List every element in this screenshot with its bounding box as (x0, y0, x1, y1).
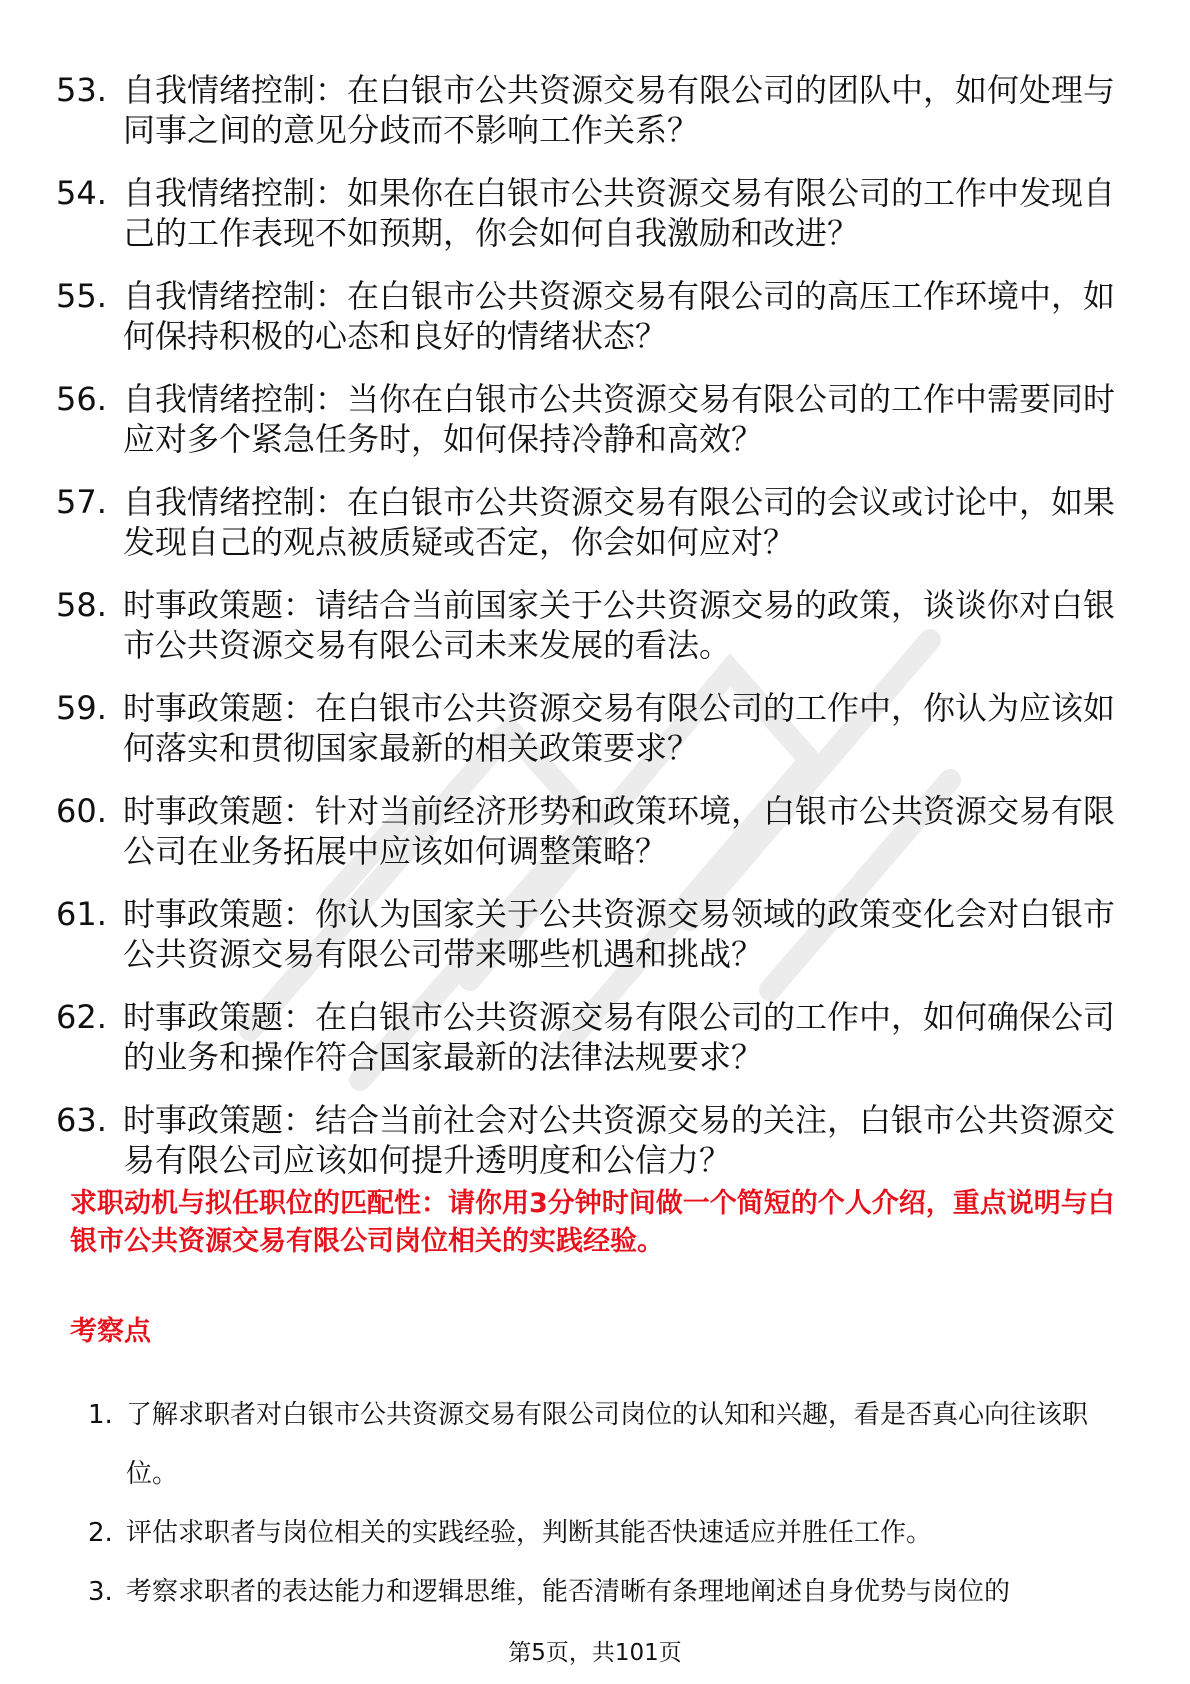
question-item-57 (56, 482, 1120, 562)
point-text: 了解求职者对白银市公共资源交易有限公司岗位的认知和兴趣，看是否真心向往该职位。 (126, 1400, 1089, 1489)
question-text: 时事政策题：请结合当前国家关于公共资源交易的政策，谈谈你对白银市公共资源交易有限公司未来发展的看法。 (123, 586, 1116, 664)
question-text: 自我情绪控制：当你在白银市公共资源交易有限公司的工作中需要同时应对多个紧急任务时，如何保持冷静和高效？ (123, 380, 1116, 458)
question-number: 59. (56, 689, 107, 727)
question-number: 57. (56, 483, 107, 521)
question-number: 53. (56, 71, 107, 109)
point-text: 考察求职者的表达能力和逻辑思维，能否清晰有条理地阐述自身优势与岗位的 (126, 1577, 1011, 1607)
question-list (56, 70, 1120, 1203)
question-item-59 (56, 688, 1120, 768)
question-number: 58. (56, 586, 107, 624)
question-text: 时事政策题：在白银市公共资源交易有限公司的工作中，如何确保公司的业务和操作符合国家最新的法律法规要求？ (123, 998, 1116, 1076)
question-text: 自我情绪控制：在白银市公共资源交易有限公司的会议或讨论中，如果发现自己的观点被质疑或否定，你会如何应对？ (123, 483, 1116, 561)
section-heading: 考察点 (70, 1316, 151, 1347)
question-text: 时事政策题：针对当前经济形势和政策环境，白银市公共资源交易有限公司在业务拓展中应该如何调整策略？ (123, 792, 1116, 870)
question-number: 54. (56, 174, 107, 212)
page-footer: 第5页，共101页 (508, 1640, 682, 1666)
point-number: 2. (88, 1518, 113, 1548)
point-item-1 (88, 1386, 1118, 1504)
question-item-60 (56, 791, 1120, 871)
question-item-62 (56, 997, 1120, 1077)
point-list (88, 1386, 1118, 1622)
question-item-63 (56, 1100, 1120, 1180)
question-text: 自我情绪控制：在白银市公共资源交易有限公司的团队中，如何处理与同事之间的意见分歧而不影响工作关系？ (123, 71, 1116, 149)
question-item-55 (56, 276, 1120, 356)
question-item-58 (56, 585, 1120, 665)
point-text: 评估求职者与岗位相关的实践经验，判断其能否快速适应并胜任工作。 (126, 1518, 933, 1548)
question-item-61 (56, 894, 1120, 974)
question-text: 时事政策题：结合当前社会对公共资源交易的关注，白银市公共资源交易有限公司应该如何提升透明度和公信力？ (123, 1101, 1116, 1179)
question-number: 63. (56, 1101, 107, 1139)
question-text: 时事政策题：你认为国家关于公共资源交易领域的政策变化会对白银市公共资源交易有限公司带来哪些机遇和挑战？ (123, 895, 1116, 973)
question-number: 62. (56, 998, 107, 1036)
point-item-3 (88, 1563, 1118, 1622)
question-item-54 (56, 173, 1120, 253)
highlight-question: 求职动机与拟任职位的匹配性：请你用3分钟时间做一个简短的个人介绍，重点说明与白银市公共资源交易有限公司岗位相关的实践经验。 (70, 1188, 1115, 1257)
question-text: 自我情绪控制：在白银市公共资源交易有限公司的高压工作环境中，如何保持积极的心态和良好的情绪状态？ (123, 277, 1116, 355)
question-item-53 (56, 70, 1120, 150)
question-text: 时事政策题：在白银市公共资源交易有限公司的工作中，你认为应该如何落实和贯彻国家最新的相关政策要求？ (123, 689, 1116, 767)
question-number: 55. (56, 277, 107, 315)
question-text: 自我情绪控制：如果你在白银市公共资源交易有限公司的工作中发现自己的工作表现不如预期，你会如何自我激励和改进？ (123, 174, 1116, 252)
point-number: 1. (88, 1400, 113, 1430)
question-number: 60. (56, 792, 107, 830)
point-item-2 (88, 1504, 1118, 1563)
question-number: 61. (56, 895, 107, 933)
question-item-56 (56, 379, 1120, 459)
question-number: 56. (56, 380, 107, 418)
point-number: 3. (88, 1577, 113, 1607)
